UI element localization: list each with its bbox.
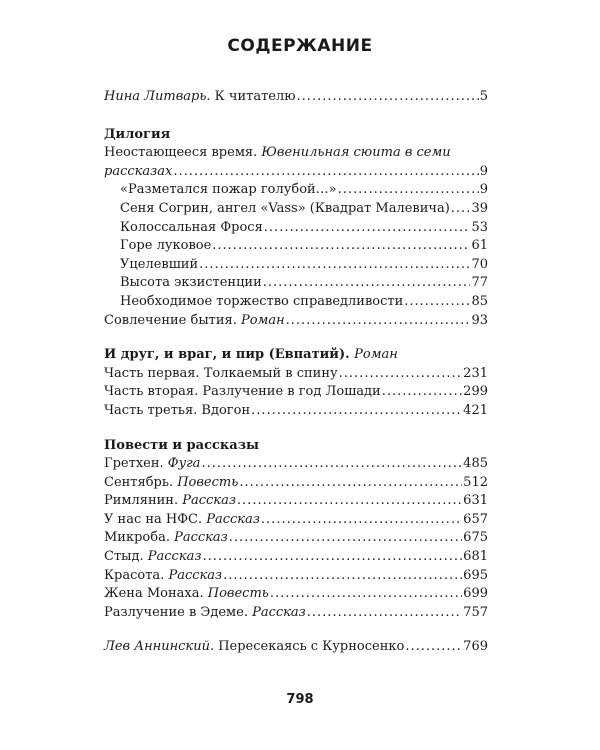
toc-entry-novel-line2[interactable] (104, 163, 488, 182)
entry-title: Сентябрь. (104, 474, 178, 490)
toc-entry-part[interactable] (104, 383, 488, 402)
leader-dots (202, 548, 462, 567)
entry-title: Совлечение бытия. (104, 312, 241, 328)
entry-genre: Повесть (177, 474, 239, 490)
entry-page: 299 (463, 384, 488, 400)
toc-entry-story[interactable] (104, 567, 488, 586)
entry-page: 699 (463, 586, 488, 602)
leader-dots (251, 402, 462, 421)
toc-entry-story[interactable] (104, 474, 488, 493)
leader-dots (451, 200, 471, 219)
entry-page: 9 (479, 163, 488, 179)
entry-title: Высота экзистенции (120, 275, 262, 291)
leader-dots (382, 383, 462, 402)
leader-dots (286, 312, 471, 331)
leader-dots (270, 585, 462, 604)
entry-title: Красота. (104, 567, 169, 583)
toc-entry-part[interactable] (104, 365, 488, 384)
entry-genre: Рассказ (182, 493, 236, 509)
entry-page: 485 (463, 456, 488, 472)
toc-entry-part[interactable] (104, 402, 488, 421)
entry-title: Необходимое торжество справедливости (120, 293, 404, 309)
entry-title: Гретхен. (104, 456, 168, 472)
toc-entry-novel-second[interactable] (104, 312, 488, 331)
entry-title: Горе луковое (120, 238, 212, 254)
entry-author: Лев Аннинский (104, 639, 210, 655)
entry-title: Часть третья. Вдогон (104, 402, 251, 418)
leader-dots (297, 88, 479, 107)
entry-page: 61 (471, 238, 488, 254)
leader-dots (173, 163, 478, 182)
entry-subtitle: рассказах (104, 163, 173, 179)
toc-entry-story[interactable] (104, 181, 488, 200)
toc-entry-story[interactable] (104, 548, 488, 567)
entry-page: 695 (463, 567, 488, 583)
entry-page: 512 (463, 474, 488, 490)
toc-entry-story[interactable] (104, 585, 488, 604)
toc-entry-story[interactable] (104, 492, 488, 511)
entry-title: Часть первая. Толкаемый в спину (104, 365, 338, 381)
entry-subtitle: Ювенильная сюита в семи (261, 145, 451, 161)
toc-entry-story[interactable] (104, 219, 488, 238)
entry-page: 675 (463, 530, 488, 546)
leader-dots (229, 529, 462, 548)
entry-genre: Рассказ (252, 604, 306, 620)
toc-entry-story[interactable] (104, 604, 488, 623)
entry-page: 657 (463, 511, 488, 527)
entry-genre: Фуга (167, 456, 201, 472)
leader-dots (339, 365, 463, 384)
section-heading-dilogy: Дилогия (104, 126, 171, 142)
toc-entry-story[interactable] (104, 274, 488, 293)
entry-title: «Разметался пожар голубой…» (120, 182, 337, 198)
toc-entry-afterword[interactable] (104, 638, 488, 657)
table-of-contents (104, 88, 488, 657)
entry-page: 681 (463, 549, 488, 565)
entry-page: 70 (471, 256, 488, 272)
leader-dots (237, 492, 462, 511)
entry-page: 231 (463, 365, 488, 381)
leader-dots (264, 219, 471, 238)
entry-title: У нас на НФС. (104, 511, 207, 527)
leader-dots (263, 274, 471, 293)
page-title: СОДЕРЖАНИЕ (227, 36, 373, 56)
entry-title: Неостающееся время. (104, 145, 262, 161)
entry-page: 93 (471, 312, 488, 328)
entry-page: 53 (471, 219, 488, 235)
entry-page: 9 (479, 182, 488, 198)
entry-page: 85 (471, 293, 488, 309)
entry-page: 5 (479, 89, 488, 104)
leader-dots (405, 638, 462, 657)
toc-entry-story[interactable] (104, 511, 488, 530)
leader-dots (307, 604, 462, 623)
entry-genre: Рассказ (147, 549, 202, 565)
entry-title: Сеня Согрин, ангел «Vass» (Квадрат Малевича) (120, 200, 450, 216)
entry-title: Разлучение в Эдеме. (104, 604, 253, 620)
entry-title: Уцелевший (120, 256, 199, 272)
entry-title: Жена Монаха. (104, 586, 208, 602)
section-heading-stories: Повести и рассказы (104, 437, 260, 453)
entry-genre: Рассказ (168, 567, 223, 583)
leader-dots (261, 511, 462, 530)
toc-entry-story[interactable] (104, 256, 488, 275)
entry-genre: Роман (240, 312, 285, 328)
entry-page: 631 (463, 493, 488, 509)
entry-title: Стыд. (104, 549, 148, 565)
toc-entry-intro[interactable] (104, 88, 488, 107)
toc-entry-story[interactable] (104, 529, 488, 548)
section-heading-evpatiy: И друг, и враг, и пир (Евпатий). Роман (104, 347, 398, 363)
leader-dots (239, 474, 462, 493)
leader-dots (404, 293, 470, 312)
entry-title: Колоссальная Фрося (120, 219, 263, 235)
entry-page: 769 (463, 639, 488, 655)
entry-title: . К читателю (206, 89, 296, 104)
leader-dots (223, 567, 462, 586)
entry-genre: Роман (354, 347, 398, 363)
leader-dots (201, 455, 462, 474)
entry-genre: Рассказ (174, 530, 228, 546)
leader-dots (212, 237, 470, 256)
leader-dots (338, 181, 479, 200)
entry-title: Римлянин. (104, 493, 183, 509)
toc-entry-story[interactable] (104, 293, 488, 312)
toc-entry-story[interactable] (104, 200, 488, 219)
toc-entry-story[interactable] (104, 237, 488, 256)
entry-title: . Пересекаясь с Курносенко (209, 639, 405, 655)
entry-author: Нина Литварь (104, 89, 207, 104)
toc-entry-story[interactable] (104, 455, 488, 474)
entry-genre: Рассказ (206, 511, 260, 527)
entry-page: 757 (463, 604, 488, 620)
page-number: 798 (286, 692, 314, 707)
entry-title: Часть вторая. Разлучение в год Лошади (104, 384, 381, 400)
entry-page: 77 (471, 275, 488, 291)
entry-title: Микроба. (104, 530, 175, 546)
entry-page: 39 (471, 200, 488, 216)
leader-dots (199, 256, 470, 275)
entry-page: 421 (463, 402, 488, 418)
entry-genre: Повесть (207, 586, 269, 602)
toc-entry-novel-line1[interactable] (104, 144, 488, 163)
